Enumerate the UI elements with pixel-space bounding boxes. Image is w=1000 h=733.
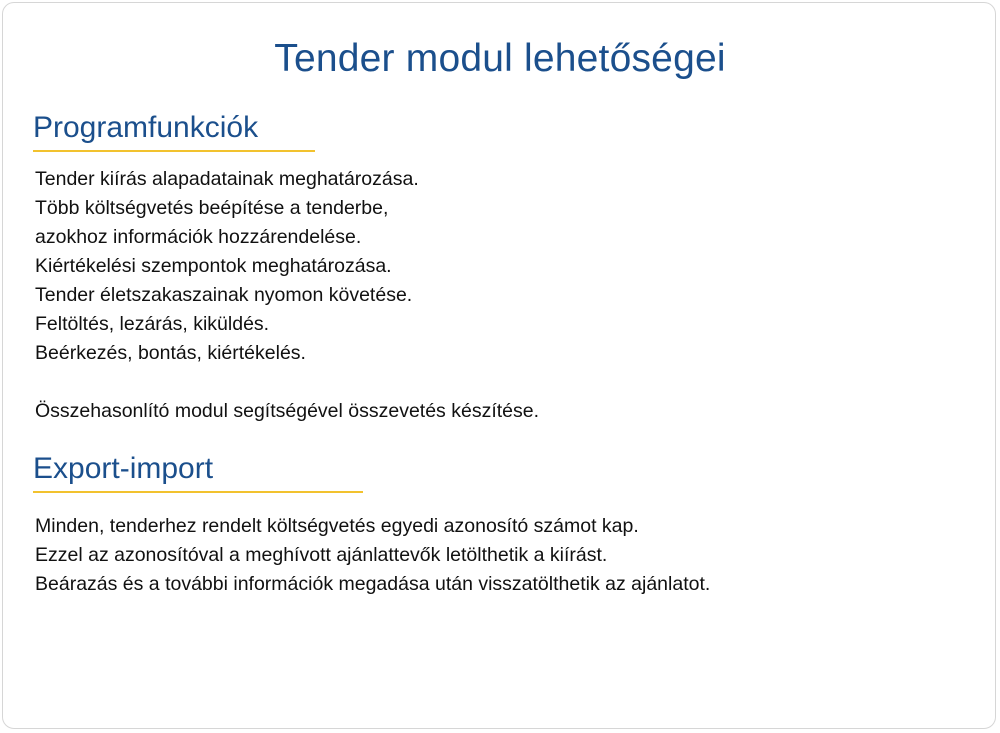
section-heading-export-import: Export-import — [33, 452, 214, 485]
programfunkciok-list — [35, 165, 539, 426]
list-item: Több költségvetés beépítése a tenderbe, — [35, 197, 389, 219]
list-item: Tender kiírás alapadatainak meghatározása. — [35, 168, 419, 190]
list-item: Minden, tenderhez rendelt költségvetés egyedi azonosító számot kap. — [35, 515, 639, 537]
slide-card — [2, 2, 996, 729]
section-heading-programfunkciok: Programfunkciók — [33, 111, 259, 144]
list-item: Tender életszakaszainak nyomon követése. — [35, 284, 413, 306]
spacer — [35, 368, 539, 397]
heading-underline — [33, 150, 315, 152]
list-item: Kiértékelési szempontok meghatározása. — [35, 255, 392, 277]
heading-underline — [33, 491, 363, 493]
list-item: Feltöltés, lezárás, kiküldés. — [35, 313, 270, 335]
list-item: Összehasonlító modul segítségével összevetés készítése. — [35, 400, 540, 422]
list-item: Ezzel az azonosítóval a meghívott ajánlattevők letölthetik a kiírást. — [35, 544, 608, 566]
list-item: Beérkezés, bontás, kiértékelés. — [35, 342, 306, 364]
page-title: Tender modul lehetőségei — [274, 37, 726, 80]
list-item: azokhoz információk hozzárendelése. — [35, 226, 362, 248]
export-import-list — [35, 512, 710, 599]
list-item: Beárazás és a további információk megadása után visszatölthetik az ajánlatot. — [35, 573, 711, 595]
